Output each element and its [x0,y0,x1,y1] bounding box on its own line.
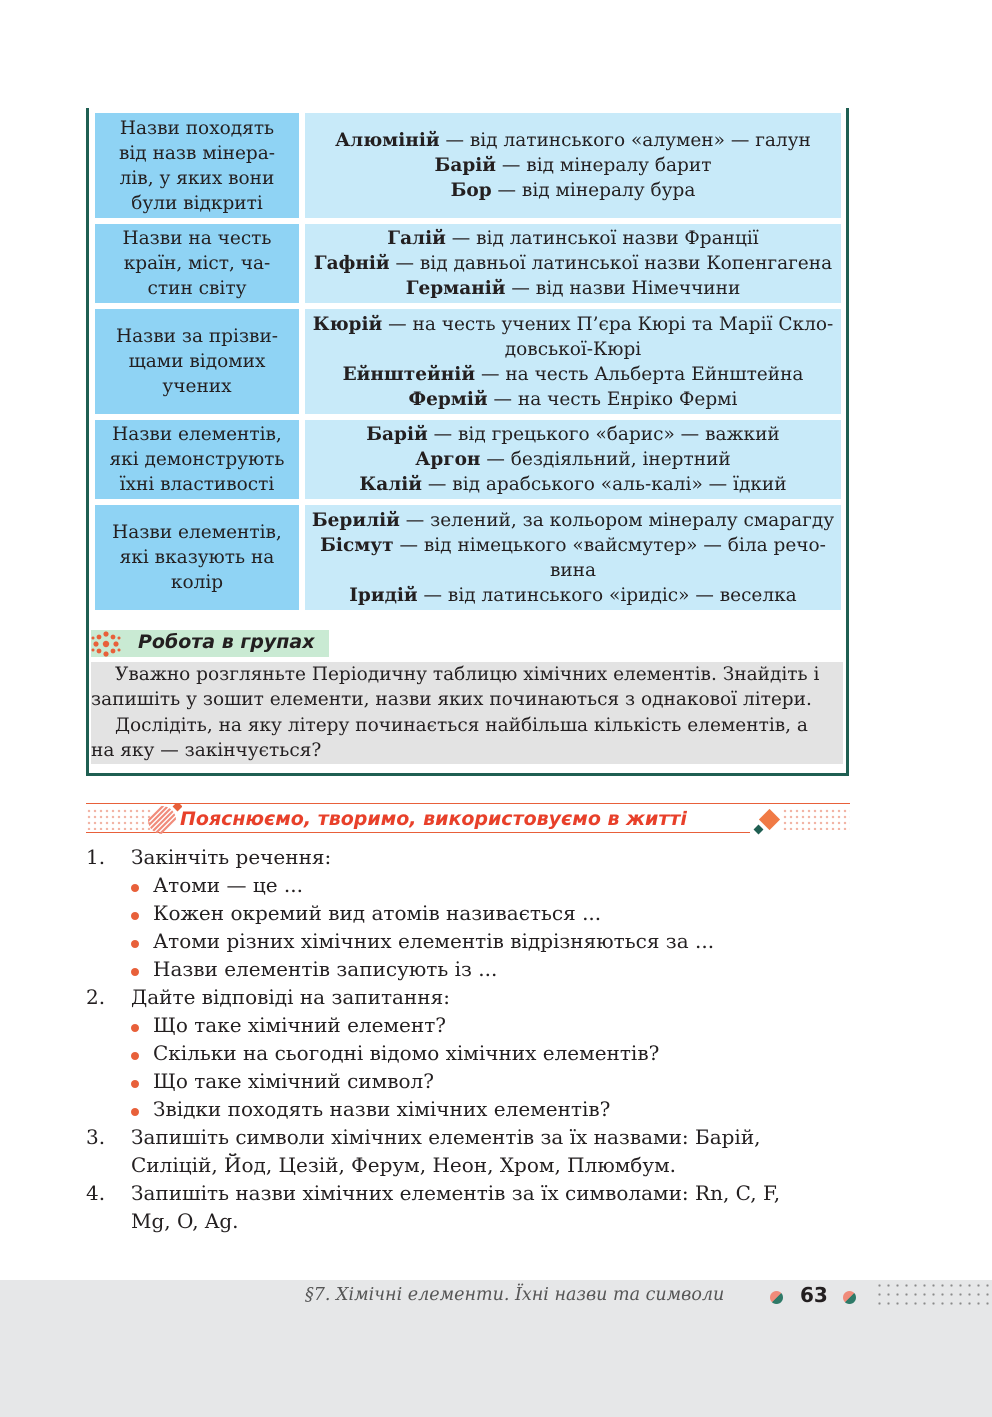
category-cell [95,505,299,610]
category-line: лів, у яких вони [119,167,275,189]
question-number: 2. [86,985,106,1009]
example-line: Бор — від мінералу бура [450,180,696,201]
group-work-text-line: на яку — закінчується? [91,740,322,761]
category-line: країн, міст, ча- [123,253,271,274]
question-text: Mg, O, Ag. [131,1209,239,1233]
example-line: Аргон — бездіяльний, інертний [415,449,731,470]
page-number: 63 [800,1283,828,1307]
category-line: Назви елементів, [112,522,282,543]
banner-bottom-rule [86,832,750,833]
question-text: Закінчіть речення: [131,845,332,869]
table-row [95,113,841,218]
question-bullet: Що таке хімічний елемент? [153,1013,446,1037]
example-line: Галій — від латинської назви Франції [387,228,759,249]
group-work-text-line: запишіть у зошит елементи, назви яких починаються з однакової літери. [91,689,812,710]
bullet-dot [131,968,139,976]
example-line: Барій — від мінералу барит [434,155,712,176]
category-cell [95,420,299,499]
examples-cell [305,505,841,610]
banner-diamonds-icon [750,808,790,838]
table-row [95,420,841,499]
examples-cell [305,113,841,218]
bullet-dot [131,940,139,948]
example-line: Барій — від грецького «барис» — важкий [366,424,780,445]
example-line: Фермій — на честь Енріко Фермі [408,388,738,410]
banner-stripes-icon [146,803,182,835]
examples-cell [305,309,841,414]
question-bullet: Назви елементів записують із ... [153,957,498,981]
category-line: щами відомих [128,351,266,372]
example-line: Германій — від назви Німеччини [405,278,741,299]
category-line: які демонструють [109,449,285,470]
example-line-continuation: вина [549,559,597,581]
group-work-text-line: Дослідіть, на яку літеру починається найбільша кількість елементів, а [115,715,808,736]
section-title: Пояснюємо, творимо, використовуємо в житті [180,808,687,830]
category-line: їхні властивості [119,474,275,495]
banner-dots-right [782,808,850,830]
category-cell [95,309,299,414]
category-line: колір [170,572,224,593]
category-line: Назви на честь [122,228,272,249]
examples-cell [305,420,841,499]
question-text: Запишіть символи хімічних елементів за їх назвами: Барій, [131,1125,761,1149]
example-line: Гафній — від давньої латинської назви Копенгагена [313,253,833,274]
category-line: були відкриті [131,192,263,214]
bullet-dot [131,912,139,920]
category-line: учених [162,376,232,397]
footer-dot-icon [843,1291,856,1304]
category-cell [95,224,299,303]
question-text: Силіцій, Йод, Цезій, Ферум, Неон, Хром, Плюмбум. [131,1153,677,1177]
bullet-dot [131,1024,139,1032]
question-text: Запишіть назви хімічних елементів за їх символами: Rn, C, F, [131,1181,781,1205]
example-line: Берилій — зелений, за кольором мінералу смарагду [311,509,835,531]
question-bullet: Кожен окремий вид атомів називається ... [153,901,602,925]
banner-dots-left [86,808,152,830]
category-line: Назви за прізви- [115,326,279,347]
question-bullet: Скільки на сьогодні відомо хімічних елементів? [153,1041,660,1065]
running-footer-title: §7. Хімічні елементи. Їхні назви та символи [305,1285,725,1305]
question-bullet: Атоми — це ... [153,873,303,897]
category-cell [95,113,299,218]
footer-dot-icon [770,1291,783,1304]
example-line: Бісмут — від німецького «вайсмутер» — біла речо- [320,534,826,556]
question-number: 3. [86,1125,106,1149]
example-line: Іридій — від латинського «іридіс» — веселка [349,584,797,606]
category-line: Назви елементів, [112,424,282,445]
category-line: Назви походять [119,117,275,139]
table-row [95,505,841,610]
footer-dots-pattern [875,1281,992,1311]
example-line: Алюміній — від латинського «алумен» — галун [335,130,811,151]
question-text: Дайте відповіді на запитання: [131,985,450,1009]
bullet-dot [131,1052,139,1060]
group-work-icon [89,628,123,660]
question-bullet: Звідки походять назви хімічних елементів? [153,1097,611,1121]
group-work-title: Робота в групах [138,631,315,653]
question-number: 1. [86,845,106,869]
example-line: Калій — від арабського «аль-калі» — їдкий [359,474,787,495]
table-row [95,224,841,303]
bullet-dot [131,884,139,892]
category-line: стин світу [147,278,247,299]
category-line: які вказують на [119,547,275,568]
banner-top-rule [86,803,850,804]
table-row [95,309,841,414]
example-line: Ейнштейній — на честь Альберта Ейнштейна [342,363,804,385]
examples-cell [305,224,841,303]
question-number: 4. [86,1181,106,1205]
group-work-text-line: Уважно розгляньте Періодичну таблицю хімічних елементів. Знайдіть і [115,664,820,685]
example-line: Кюрій — на честь учених П’єра Кюрі та Марії Скло- [312,313,834,335]
question-bullet: Що таке хімічний символ? [153,1069,434,1093]
bullet-dot [131,1108,139,1116]
bullet-dot [131,1080,139,1088]
category-line: від назв мінера- [118,142,276,164]
example-line-continuation: довської-Кюрі [504,338,642,360]
question-bullet: Атоми різних хімічних елементів відрізняються за ... [153,929,715,953]
